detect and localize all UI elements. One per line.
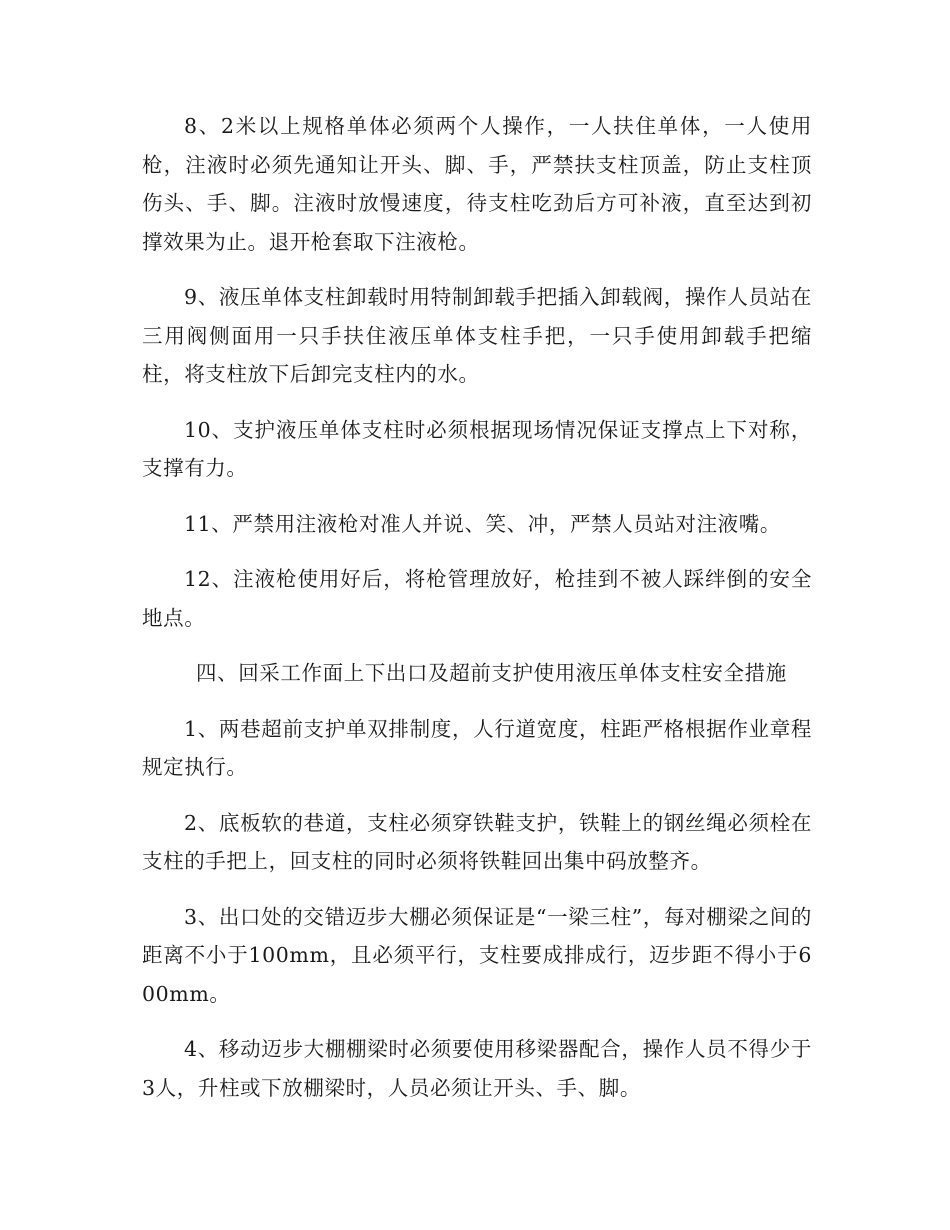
- section-paragraph-3: 3、出口处的交错迈步大棚必须保证是“一梁三柱”，每对棚梁之间的距离不小于100mm，且必须平行，支柱要成排成行，迈步距不得小于600mm。: [142, 904, 812, 1006]
- paragraph-9: 9、液压单体支柱卸载时用特制卸载手把插入卸载阀，操作人员站在三用阀侧面用一只手扶住液压单体支柱手把，一只手使用卸载手把缩柱，将支柱放下后卸完支柱内的水。: [142, 285, 812, 386]
- section-heading: 四、回采工作面上下出口及超前支护使用液压单体支柱安全措施: [196, 661, 787, 685]
- document-body: [142, 107, 812, 1124]
- paragraph-10: 10、支护液压单体支柱时必须根据现场情况保证支撑点上下对称，支撑有力。: [142, 417, 812, 480]
- paragraph-12: 12、注液枪使用好后，将枪管理放好，枪挂到不被人踩绊倒的安全地点。: [142, 567, 812, 630]
- section-paragraph-1: 1、两巷超前支护单双排制度，人行道宽度，柱距严格根据作业章程规定执行。: [142, 716, 812, 779]
- paragraph-11: 11、严禁用注液枪对准人并说、笑、冲，严禁人员站对注液嘴。: [184, 511, 781, 536]
- paragraph-8: 8、2米以上规格单体必须两个人操作，一人扶住单体，一人使用枪，注液时必须先通知让开头、脚、手，严禁扶支柱顶盖，防止支柱顶伤头、手、脚。注液时放慢速度，待支柱吃劲后方可补液，直至达到初撑效果为止。退开枪套取下注液枪。: [142, 114, 812, 254]
- section-paragraph-4: 4、移动迈步大棚棚梁时必须要使用移梁器配合，操作人员不得少于3人，升柱或下放棚梁时，人员必须让开头、手、脚。: [142, 1037, 812, 1100]
- section-paragraph-2: 2、底板软的巷道，支柱必须穿铁鞋支护，铁鞋上的钢丝绳必须栓在支柱的手把上，回支柱的同时必须将铁鞋回出集中码放整齐。: [142, 810, 812, 873]
